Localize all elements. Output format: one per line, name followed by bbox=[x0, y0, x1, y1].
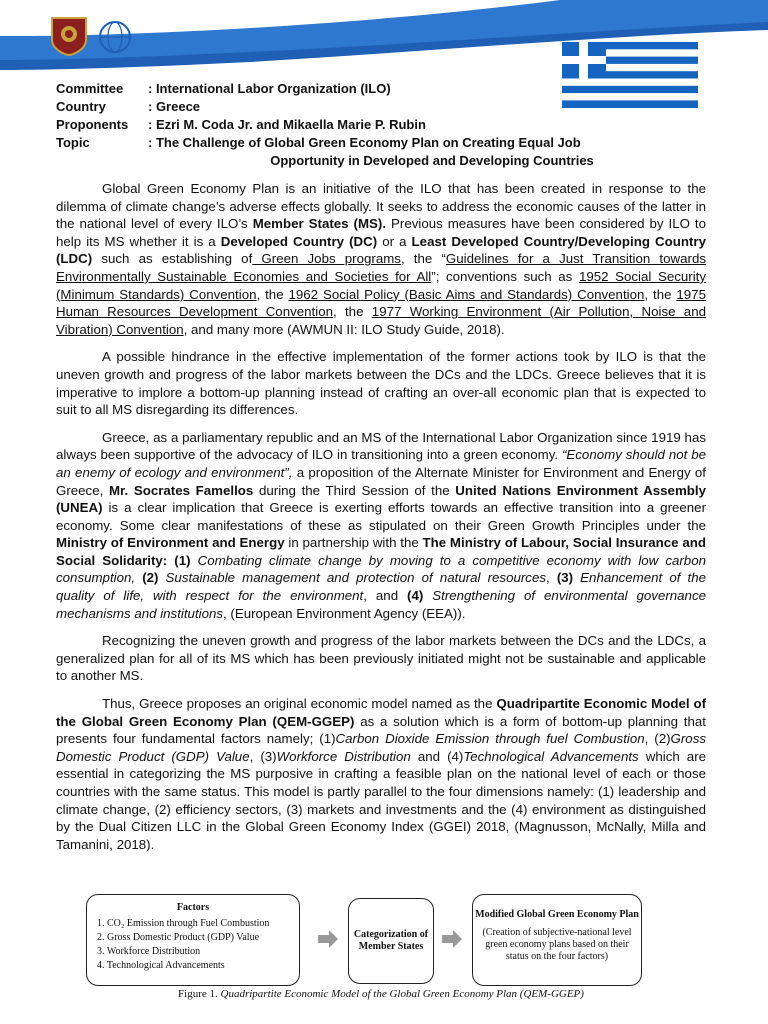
header-row-topic bbox=[56, 134, 716, 170]
p5-italic: Gross Domestic Product (GDP) Value bbox=[56, 731, 706, 764]
p3-text: during the Third Session of the bbox=[253, 482, 456, 498]
modified-plan-description: (Creation of subjective-national level green economy plans based on their status on the four factors) bbox=[482, 927, 632, 962]
country-value: : Greece bbox=[148, 99, 201, 114]
p1-text: Previous measures have been considered by ILO to help its MS whether it is a bbox=[56, 216, 707, 249]
p3-text: is a clear implication that Greece is exerting efforts towards an effective transition into a greener economy. Some clear manifestations of these as stipulated on their Green Growth Principles under the bbox=[56, 500, 706, 533]
p1-text: Global Green Economy Plan is an initiative of the ILO that has been created in response to the dilemma of climate change’s adverse effects globally. It seeks to address the economic causes of the latter in the national level of every ILO’s bbox=[56, 181, 706, 232]
p3-text: , bbox=[546, 570, 557, 586]
document-body bbox=[56, 180, 706, 863]
paragraph-3 bbox=[56, 429, 706, 623]
p3-bold: Mr. Socrates Famellos bbox=[108, 482, 254, 498]
p5-italic: Technological Advancements bbox=[463, 748, 639, 764]
p5-text: which are essential in categorizing the MS purposive in crafting a feasible plan on the national level of each or those countries with the same status. This model is partly parallel to the four dimensions namely: (1) leadership and climate change, (2) efficiency sectors, (3) markets and investments and the (4) environment as distinguished by the Dual Citizen LLC in the Global Green Economy Index (GGEI) 2018, (Magnusson, McNally, Milla and Tamanini, 2018). bbox=[56, 748, 707, 852]
p3-bold: (4) bbox=[407, 588, 424, 604]
p1-text: , and many more (AWMUN II: ILO Study Guide, 2018). bbox=[183, 321, 505, 337]
p5-text: , (2) bbox=[644, 731, 671, 747]
categorization-label: Categorization of Member States bbox=[353, 929, 429, 952]
position-paper-header bbox=[56, 80, 716, 170]
p1-underlined: 1952 Social Security (Minimum Standards) Convention bbox=[56, 268, 707, 302]
p1-underlined: 1962 Social Policy (Basic Aims and Standards) Convention bbox=[288, 286, 645, 302]
p1-text: or a bbox=[377, 233, 412, 249]
p1-underlined: 1975 Human Resources Development Convention bbox=[56, 286, 706, 320]
p1-bold: Member States (MS). bbox=[252, 216, 387, 232]
factors-list bbox=[87, 917, 299, 973]
header-row-committee bbox=[56, 80, 716, 98]
paragraph-1 bbox=[56, 180, 706, 338]
right-arrow-icon bbox=[318, 930, 338, 948]
p3-bold: (3) bbox=[556, 570, 574, 586]
p3-italic: Enhancement of the quality of life, with respect for the environment bbox=[56, 570, 707, 604]
paragraph-2: A possible hindrance in the effective implementation of the former actions took by ILO is that the uneven growth and progress of the labor markets between the DCs and the LDCs. Greece believes that it is imperative to implore a bottom-up planning instead of crafting an over-all economic plan that is expected to suit to all MS disregarding its differences. bbox=[56, 349, 706, 418]
factor-item: 4. Technological Advancements bbox=[97, 960, 225, 971]
figure-caption bbox=[56, 988, 706, 1000]
categorization-box bbox=[348, 898, 434, 984]
p1-text: , the bbox=[644, 286, 677, 302]
factor-item: 1. CO₂ Emission through Fuel Combustion bbox=[97, 918, 270, 929]
paragraph-5 bbox=[56, 695, 706, 853]
p3-italic: Combating climate change by moving to a competitive economy with low carbon consumption, bbox=[56, 552, 706, 586]
p1-text: such as establishing of bbox=[92, 251, 253, 267]
modified-plan-box bbox=[472, 894, 642, 986]
p3-bold: Ministry of Environment and Energy bbox=[56, 535, 285, 551]
topic-line-1: : The Challenge of Global Green Economy Plan on Creating Equal Job bbox=[148, 135, 581, 150]
p1-underlined: 1977 Working Environment (Air Pollution, Noise and Vibration) Convention bbox=[56, 304, 706, 337]
p5-text: , (3) bbox=[249, 748, 277, 764]
p5-text: and (4) bbox=[410, 748, 464, 764]
p1-underlined: Guidelines for a Just Transition towards Environmentally Sustainable Economies and Societies for All bbox=[56, 251, 706, 284]
proponents-label: Proponents bbox=[56, 117, 129, 132]
p3-bold: The Ministry of Labour, Social Insurance and Social Solidarity: bbox=[56, 535, 706, 568]
p3-text: , (European Environment Agency (EEA)). bbox=[223, 605, 466, 621]
p5-text: as a solution which is a form of bottom-up planning that presents four fundamental factors namely; (1) bbox=[56, 713, 706, 747]
qem-ggep-diagram bbox=[86, 894, 706, 986]
paragraph-4: Recognizing the uneven growth and progress of the labor markets between the DCs and the LDCs, a generalized plan for all of its MS which has been previously initiated might not be sustainable and applicable to another MS. bbox=[56, 633, 706, 684]
p5-italic: Carbon Dioxide Emission through fuel Combustion bbox=[335, 731, 645, 747]
factor-item: 3. Workforce Distribution bbox=[97, 946, 201, 957]
p1-text: , the bbox=[256, 286, 289, 302]
p5-italic: Workforce Distribution bbox=[276, 748, 411, 764]
p3-quote: “Economy should not be an enemy of ecology and environment”, bbox=[56, 447, 706, 480]
p1-bold: Developed Country (DC) bbox=[220, 233, 378, 249]
p1-text: , the bbox=[332, 304, 372, 320]
topic-value bbox=[148, 134, 716, 170]
p1-text: , the “ bbox=[400, 251, 446, 267]
p3-bold: United Nations Environment Assembly (UNEA) bbox=[56, 482, 706, 516]
topic-label: Topic bbox=[56, 135, 90, 150]
header-row-country bbox=[56, 98, 716, 116]
committee-value: : International Labor Organization (ILO) bbox=[148, 81, 391, 96]
right-arrow-icon bbox=[442, 930, 462, 948]
p3-italic: Strengthening of environmental governance mechanisms and institutions bbox=[56, 588, 706, 621]
p3-italic: Sustainable management and protection of natural resources bbox=[158, 570, 546, 586]
p5-text: Thus, Greece proposes an original economic model named as the bbox=[102, 696, 497, 712]
caption-title: Quadripartite Economic Model of the Global Green Economy Plan (QEM-GGEP) bbox=[220, 988, 584, 1000]
p3-bold: (2) bbox=[135, 570, 159, 586]
p1-text: ”; conventions such as bbox=[431, 268, 579, 284]
p1-bold: Least Developed Country/Developing Country (LDC) bbox=[56, 233, 706, 267]
modified-plan-title: Modified Global Green Economy Plan bbox=[475, 909, 639, 920]
factor-item: 2. Gross Domestic Product (GDP) Value bbox=[97, 932, 260, 943]
factors-box bbox=[86, 894, 300, 986]
p3-text: a proposition of the Alternate Minister for Environment and Energy of Greece, bbox=[56, 464, 706, 498]
ilo-logo-icon bbox=[98, 20, 132, 54]
committee-label: Committee bbox=[56, 81, 124, 96]
header-row-proponents bbox=[56, 116, 716, 134]
p3-text: , and bbox=[363, 588, 408, 604]
proponents-value: : Ezri M. Coda Jr. and Mikaella Marie P. Rubin bbox=[148, 117, 426, 132]
factors-title: Factors bbox=[176, 902, 210, 913]
school-seal-icon bbox=[50, 16, 88, 56]
p3-bold: (1) bbox=[174, 552, 191, 568]
p3-text: Greece, as a parliamentary republic and an MS of the International Labor Organization since 1919 has always been supportive of the advocacy of ILO in transitioning into a green economy. bbox=[56, 429, 706, 463]
caption-prefix: Figure 1. bbox=[178, 988, 221, 1000]
p1-underlined: Green Jobs programs bbox=[252, 251, 401, 267]
p5-bold: Quadripartite Economic Model of the Global Green Economy Plan (QEM-GGEP) bbox=[56, 696, 706, 729]
p3-text: in partnership with the bbox=[284, 535, 423, 551]
country-label: Country bbox=[56, 99, 106, 114]
topic-line-2: Opportunity in Developed and Developing Countries bbox=[270, 153, 594, 168]
